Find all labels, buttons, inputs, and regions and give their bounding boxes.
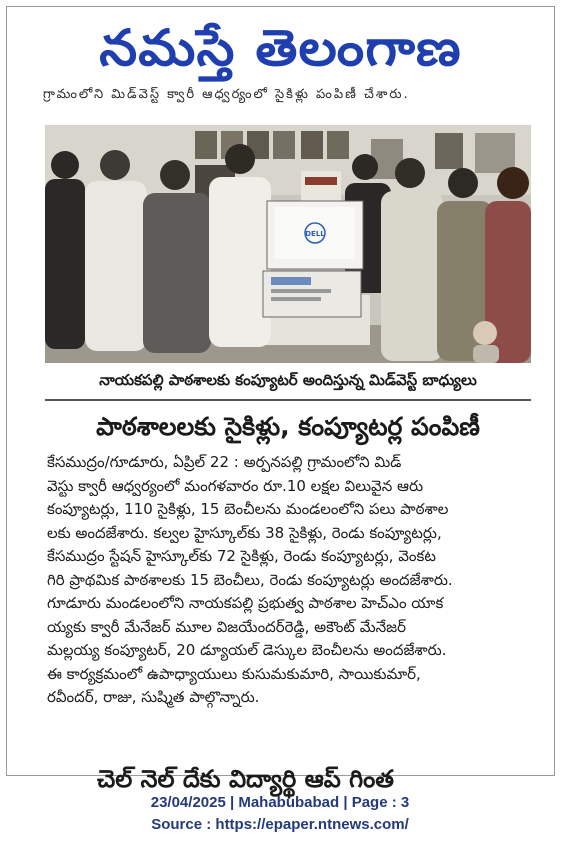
- footer-date-edition-page: 23/04/2025 | Mahabubabad | Page : 3: [150, 794, 410, 811]
- next-article-headline-cut: చెల్ నెల్ దేకు విద్యార్థి ఆప్ గింత: [97, 765, 394, 793]
- photo-caption: నాయకపల్లి పాఠశాలకు కంప్యూటర్ అందిస్తున్న మిడ్‌వెస్ట్ బాధ్యులు: [99, 371, 477, 389]
- article-headline: పాఠశాలలకు సైకిళ్లు, కంప్యూటర్ల పంపిణీ: [96, 412, 480, 441]
- monitor-brand-label: DELL: [305, 230, 325, 238]
- article-line: ఈ కార్యక్రమంలో ఉపాధ్యాయులు కుసుమకుమారి, సాయికుమార్,: [47, 664, 421, 683]
- article-line: య్యకు క్వారీ మేనేజర్ మూల విజయేందర్‌రెడ్డి, అకౌంట్ మేనేజర్: [47, 617, 406, 636]
- cut-off-text-line: [43, 87, 521, 111]
- article-line: కంప్యూటర్లు, 110 సైకిళ్లు, 15 బెంచీలను మండలంలోని పలు పాఠశాల: [47, 500, 449, 518]
- cut-off-text: గ్రామంలోని మిడ్‌వెస్ట్ క్వారీ ఆధ్వర్యంలో సైకిళ్లు పంపిణీ చేశారు.: [43, 87, 410, 102]
- masthead-title: నమస్తే తెలంగాణ: [99, 19, 462, 77]
- article-body: [47, 451, 529, 710]
- footer: [0, 792, 560, 836]
- footer-source-link[interactable]: Source : https://epaper.ntnews.com/: [151, 816, 409, 833]
- article-line: కేసముద్రం/గూడూరు, ఏప్రిల్ 22 : అర్పనపల్లి గ్రామంలోని మిడ్: [47, 453, 402, 471]
- article-line: రవీందర్, రాజు, సుష్మిత పాల్గొన్నారు.: [47, 688, 260, 706]
- divider: [45, 399, 531, 401]
- article-line: గూడూరు మండలంలోని నాయకపల్లి ప్రభుత్వ పాఠశాల హెచ్‌ఎం యాక: [47, 594, 444, 612]
- article-line: గిరి ప్రాథమిక పాఠశాలకు 15 బెంచీలు, రెండు కంప్యూటర్లు అందజేశారు.: [47, 570, 453, 589]
- article-line: వెస్టు క్వారీ ఆధ్వర్యంలో మంగళవారం రూ.10 లక్షల విలువైన ఆరు: [47, 476, 424, 495]
- newspaper-clipping: [6, 6, 555, 793]
- article-line: మల్లయ్య కంప్యూటర్, 20 డ్యూయల్ డెస్కుల బెంచీలను అందజేశారు.: [47, 641, 447, 659]
- article-line: కేసముద్రం స్టేషన్ హైస్కూల్‌కు 72 సైకిళ్లు, రెండు కంప్యూటర్లు, వెంకట: [47, 547, 436, 565]
- masthead: [7, 7, 554, 93]
- news-photo: [45, 125, 531, 363]
- news-photo-illustration: [45, 125, 531, 363]
- article-line: లకు అందజేశారు. కల్వల హైస్కూల్‌కు 38 సైకిళ్లు, రెండు కంప్యూటర్లు,: [47, 523, 442, 542]
